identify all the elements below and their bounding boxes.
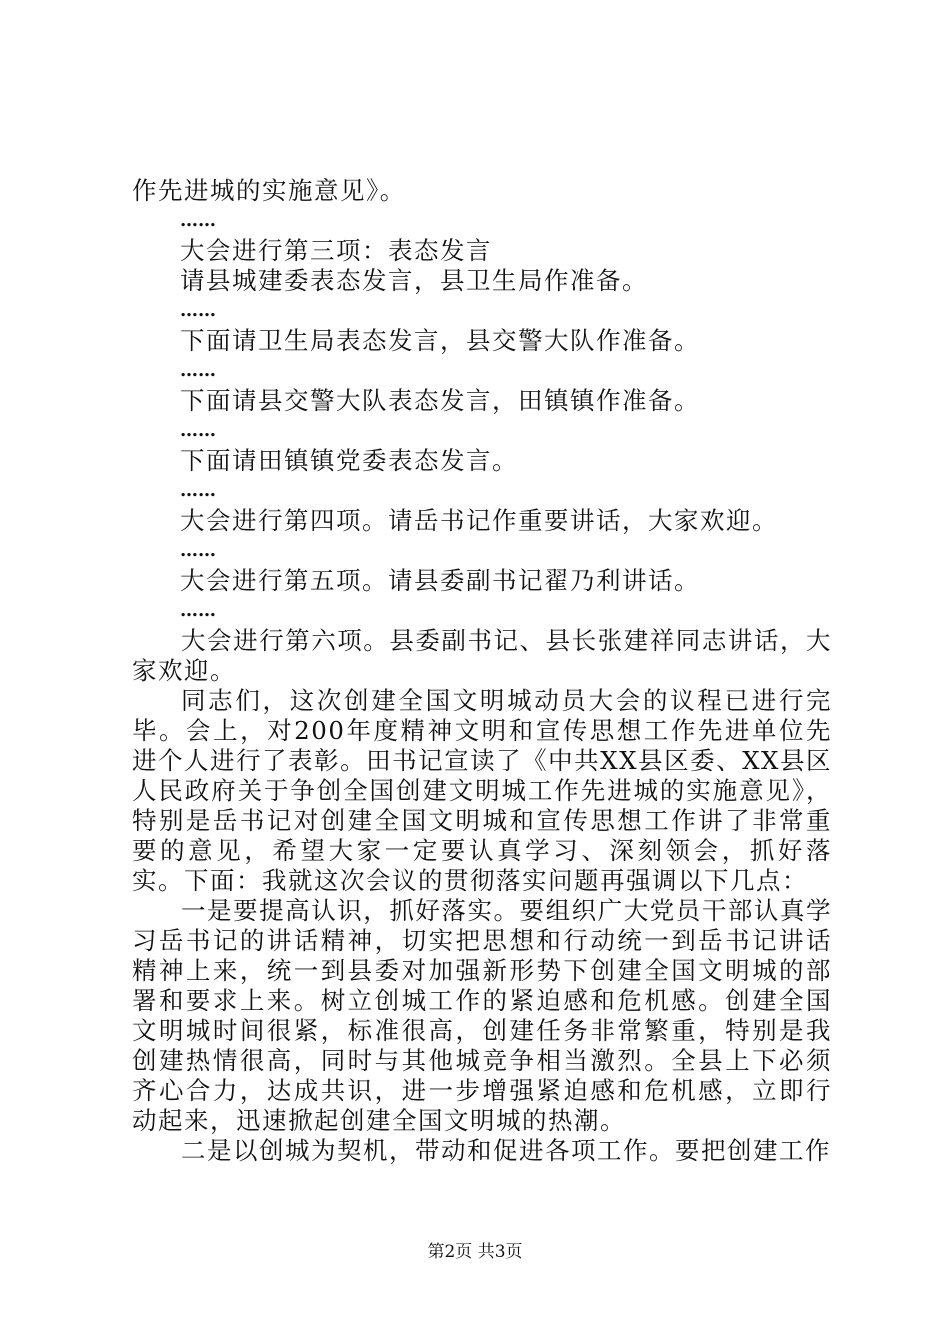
agenda-line: 大会进行第五项。请县委副书记翟乃利讲话。 xyxy=(180,566,700,595)
paragraph-list xyxy=(132,626,832,1166)
agenda-line: 下面请卫生局表态发言，县交警大队作准备。 xyxy=(180,326,700,355)
body-paragraph: 二是以创城为契机，带动和促进各项工作。要把创建工作 xyxy=(181,1136,831,1165)
agenda-line: 请县城建委表态发言，县卫生局作准备。 xyxy=(180,266,648,295)
agenda-line: 下面请田镇镇党委表态发言。 xyxy=(180,446,518,475)
ellipsis-line: …… xyxy=(180,420,216,441)
ellipsis-line: …… xyxy=(180,600,216,621)
document-body xyxy=(132,176,832,1166)
body-paragraph: 一是要提高认识，抓好落实。要组织广大党员干部认真学习岳书记的讲话精神，切实把思想和行动统一到岳书记讲话精神上来，统一到县委对加强新形势下创建全国文明城的部署和要求上来。树立创城工作的紧迫感和危机感。创建全国文明城时间很紧，标准很高，创建任务非常繁重，特别是我创建热情很高，同时与其他城竞争相当激烈。全县上下必须齐心合力，达成共识，进一步增强紧迫感和危机感，立即行动起来，迅速掀起创建全国文明城的热潮。 xyxy=(132,896,832,1135)
ellipsis-line: …… xyxy=(180,360,216,381)
ellipsis-line: …… xyxy=(180,210,216,231)
body-paragraph: 同志们，这次创建全国文明城动员大会的议程已进行完毕。会上，对200年度精神文明和宣传思想工作先进单位先进个人进行了表彰。田书记宣读了《中共XX县区委、XX县区人民政府关于争创全国创建文明城工作先进城的实施意见》，特别是岳书记对创建全国文明城和宣传思想工作讲了非常重要的意见，希望大家一定要认真学习、深刻领会，抓好落实。下面：我就这次会议的贯彻落实问题再强调以下几点： xyxy=(132,686,832,895)
agenda-line: 下面请县交警大队表态发言，田镇镇作准备。 xyxy=(180,386,700,415)
continuation-line: 作先进城的实施意见》。 xyxy=(132,176,406,205)
line-list xyxy=(132,176,832,626)
agenda-line: 大会进行第四项。请岳书记作重要讲话，大家欢迎。 xyxy=(180,506,778,535)
ellipsis-line: …… xyxy=(180,480,216,501)
agenda-line: 大会进行第三项：表态发言 xyxy=(180,236,492,265)
page-footer: 第2页 共3页 xyxy=(427,1242,523,1262)
body-paragraph: 大会进行第六项。县委副书记、县长张建祥同志讲话，大家欢迎。 xyxy=(132,626,832,685)
ellipsis-line: …… xyxy=(180,540,216,561)
ellipsis-line: …… xyxy=(180,300,216,321)
